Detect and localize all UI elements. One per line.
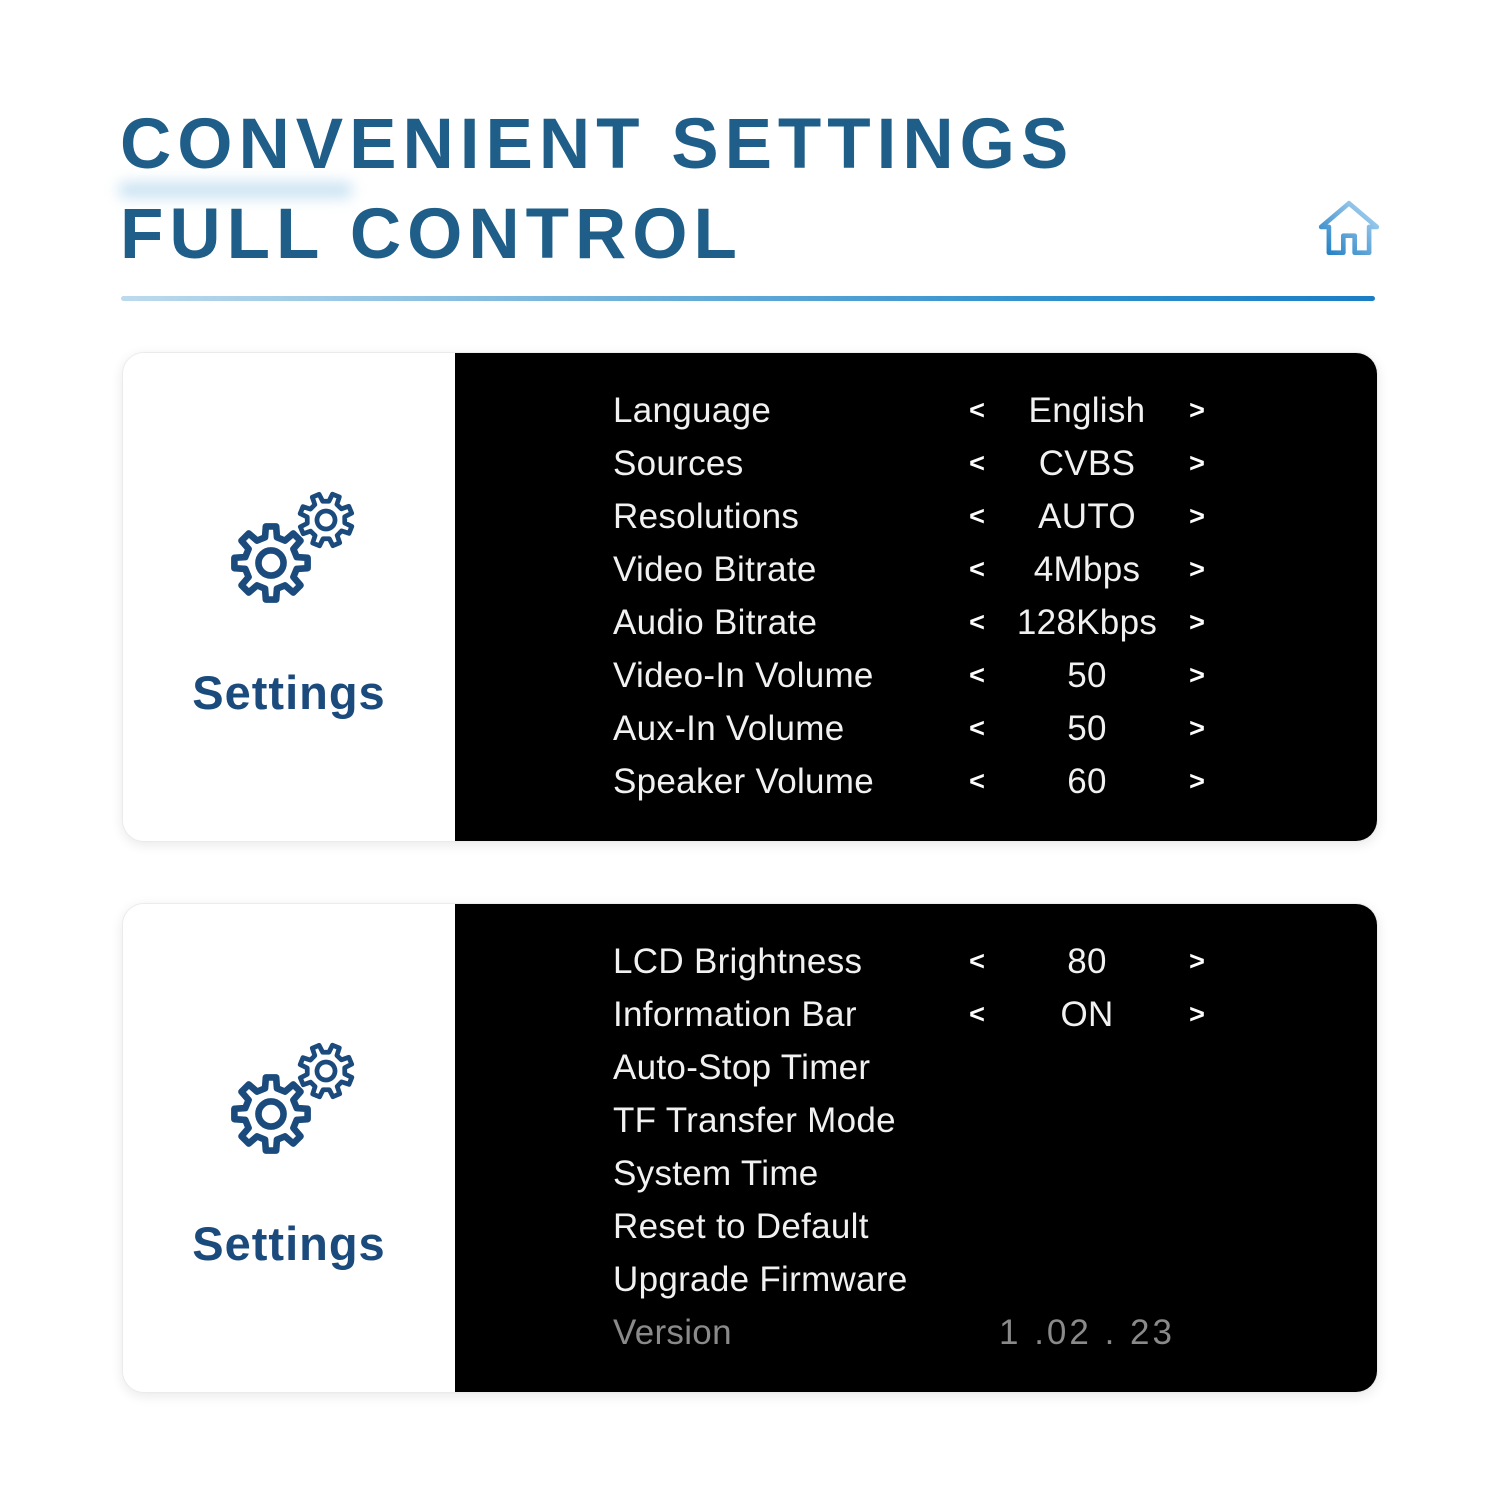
setting-value: 128Kbps: [1016, 602, 1158, 642]
setting-label: Video-In Volume: [613, 655, 874, 695]
setting-label: Auto-Stop Timer: [613, 1047, 871, 1087]
home-icon[interactable]: [1316, 196, 1382, 262]
setting-value: 60: [1067, 761, 1107, 801]
setting-row[interactable]: [613, 1253, 1377, 1306]
setting-label: Version: [613, 1312, 732, 1352]
setting-row[interactable]: [613, 935, 1377, 988]
setting-value: 1 .02 . 23: [999, 1312, 1175, 1352]
arrow-left-icon[interactable]: <: [969, 946, 985, 976]
setting-value: CVBS: [1038, 443, 1136, 483]
setting-value: English: [1028, 390, 1146, 430]
setting-row[interactable]: [613, 649, 1377, 702]
header-divider: [121, 296, 1375, 301]
device-screen-1: [455, 353, 1377, 841]
setting-row[interactable]: [613, 384, 1377, 437]
arrow-right-icon[interactable]: >: [1189, 395, 1205, 425]
setting-value: 50: [1067, 655, 1107, 695]
arrow-left-icon[interactable]: <: [969, 448, 985, 478]
setting-label: Speaker Volume: [613, 761, 875, 801]
setting-value: 80: [1067, 941, 1107, 981]
setting-row[interactable]: [613, 755, 1377, 808]
setting-value: AUTO: [1038, 496, 1136, 536]
setting-label: Video Bitrate: [613, 549, 817, 589]
setting-label: Audio Bitrate: [613, 602, 818, 642]
setting-label: Resolutions: [613, 496, 800, 536]
gears-icon: [209, 1026, 369, 1166]
setting-row[interactable]: [613, 543, 1377, 596]
arrow-left-icon[interactable]: <: [969, 713, 985, 743]
settings-card-1-left: [123, 353, 455, 841]
setting-row[interactable]: [613, 596, 1377, 649]
setting-label: Language: [613, 390, 772, 430]
settings-card-label: Settings: [192, 666, 386, 719]
settings-card-1: [122, 352, 1378, 842]
setting-row[interactable]: [613, 988, 1377, 1041]
setting-label: TF Transfer Mode: [613, 1100, 896, 1140]
setting-label: System Time: [613, 1153, 819, 1193]
arrow-right-icon[interactable]: >: [1189, 946, 1205, 976]
arrow-left-icon[interactable]: <: [969, 554, 985, 584]
setting-row[interactable]: [613, 1041, 1377, 1094]
setting-label: LCD Brightness: [613, 941, 863, 981]
setting-value: 50: [1067, 708, 1107, 748]
device-screen-2: [455, 904, 1377, 1392]
arrow-right-icon[interactable]: >: [1189, 501, 1205, 531]
arrow-right-icon[interactable]: >: [1189, 660, 1205, 690]
arrow-right-icon[interactable]: >: [1189, 713, 1205, 743]
setting-row-version: [613, 1306, 1377, 1359]
setting-label: Aux-In Volume: [613, 708, 845, 748]
setting-label: Information Bar: [613, 994, 857, 1034]
arrow-left-icon[interactable]: <: [969, 607, 985, 637]
setting-row[interactable]: [613, 1200, 1377, 1253]
arrow-left-icon[interactable]: <: [969, 660, 985, 690]
settings-card-2-left: [123, 904, 455, 1392]
page-title: [120, 100, 1074, 280]
gears-icon: [209, 475, 369, 615]
arrow-left-icon[interactable]: <: [969, 501, 985, 531]
setting-label: Upgrade Firmware: [613, 1259, 908, 1299]
setting-label: Reset to Default: [613, 1206, 869, 1246]
arrow-left-icon[interactable]: <: [969, 999, 985, 1029]
title-line-2: FULL CONTROL: [120, 195, 743, 274]
settings-card-label: Settings: [192, 1217, 386, 1270]
setting-row[interactable]: [613, 437, 1377, 490]
arrow-right-icon[interactable]: >: [1189, 766, 1205, 796]
setting-value: 4Mbps: [1033, 549, 1141, 589]
setting-label: Sources: [613, 443, 744, 483]
arrow-left-icon[interactable]: <: [969, 395, 985, 425]
title-line-1: CONVENIENT SETTINGS: [120, 105, 1075, 184]
setting-value: ON: [1060, 994, 1114, 1034]
settings-card-2: [122, 903, 1378, 1393]
arrow-right-icon[interactable]: >: [1189, 999, 1205, 1029]
arrow-left-icon[interactable]: <: [969, 766, 985, 796]
setting-row[interactable]: [613, 702, 1377, 755]
setting-row[interactable]: [613, 490, 1377, 543]
setting-row[interactable]: [613, 1094, 1377, 1147]
arrow-right-icon[interactable]: >: [1189, 607, 1205, 637]
arrow-right-icon[interactable]: >: [1189, 448, 1205, 478]
setting-row[interactable]: [613, 1147, 1377, 1200]
arrow-right-icon[interactable]: >: [1189, 554, 1205, 584]
